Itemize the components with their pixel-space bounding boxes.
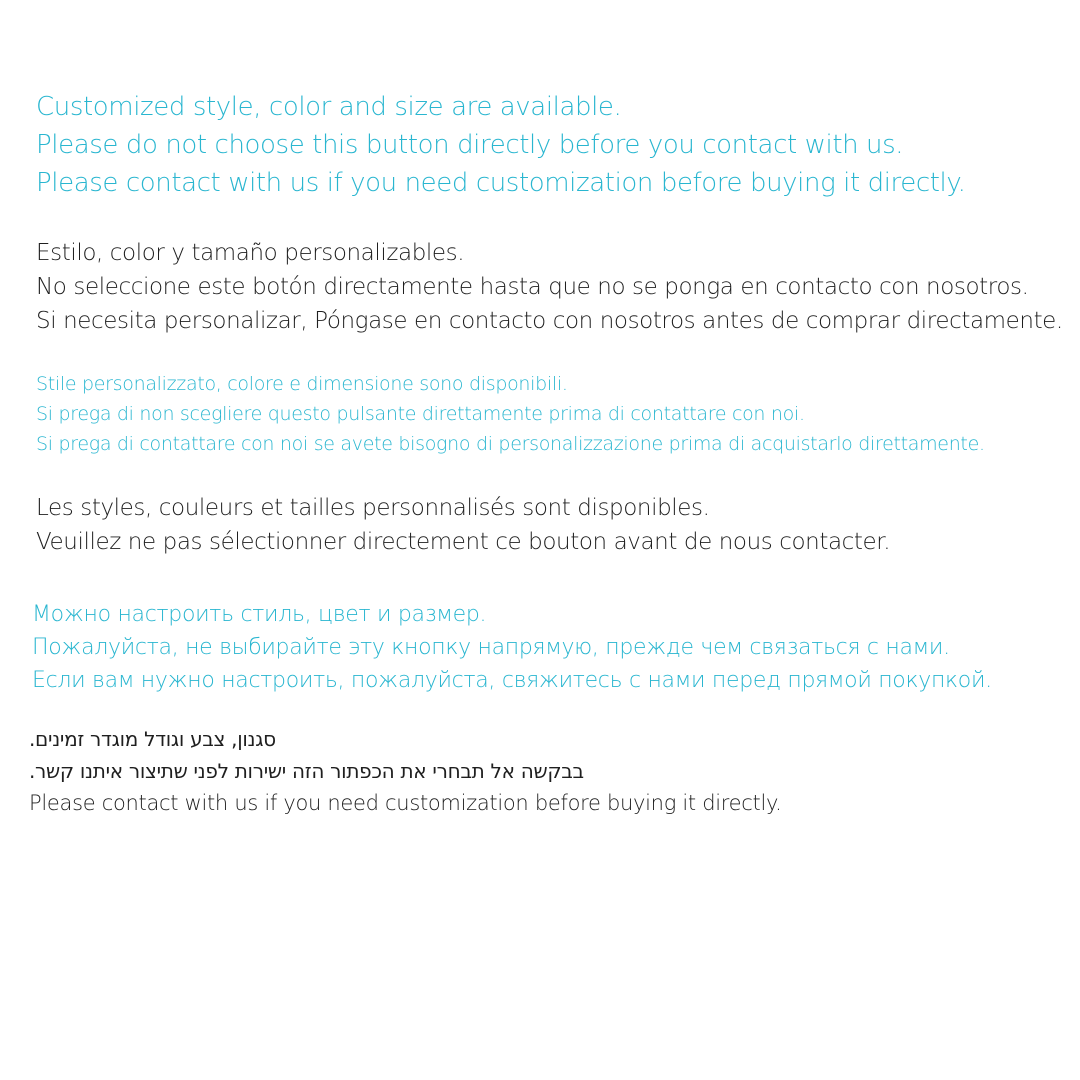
italian-line-2: Si prega di non scegliere questo pulsante direttamente prima di contattare con noi. bbox=[36, 403, 805, 425]
english-line-1: Customized style, color and size are available. bbox=[36, 92, 622, 122]
italian-line-3: Si prega di contattare con noi se avete bisogno di personalizzazione prima di acquistarlo direttamente. bbox=[36, 433, 985, 455]
spanish-notice bbox=[36, 236, 1080, 338]
russian-line-2: Пожалуйста, не выбирайте эту кнопку напрямую, прежде чем связаться с нами. bbox=[32, 635, 950, 660]
french-line-2: Veuillez ne pas sélectionner directement ce bouton avant de nous contacter. bbox=[36, 529, 891, 555]
french-line-1: Les styles, couleurs et tailles personnalisés sont disponibles. bbox=[36, 495, 710, 521]
hebrew-line-2: בבקשה אל תבחרי את הכפתור הזה ישירות לפני שתיצור איתנו קשר. bbox=[29, 759, 584, 783]
hebrew-block-english-line: Please contact with us if you need customization before buying it directly. bbox=[29, 791, 782, 815]
russian-notice bbox=[32, 598, 1080, 697]
hebrew-notice bbox=[29, 723, 1080, 819]
italian-notice bbox=[36, 369, 1080, 459]
english-line-3: Please contact with us if you need customization before buying it directly. bbox=[36, 168, 966, 198]
russian-line-1: Можно настроить стиль, цвет и размер. bbox=[32, 602, 487, 627]
french-notice bbox=[36, 491, 1080, 559]
spanish-line-1: Estilo, color y tamaño personalizables. bbox=[36, 240, 465, 266]
spanish-line-2: No seleccione este botón directamente hasta que no se ponga en contacto con nosotros. bbox=[36, 274, 1029, 300]
hebrew-line-1: סגנון, צבע וגודל מוגדר זמינים. bbox=[29, 727, 276, 751]
russian-line-3: Если вам нужно настроить, пожалуйста, свяжитесь с нами перед прямой покупкой. bbox=[32, 668, 992, 693]
english-line-2: Please do not choose this button directly before you contact with us. bbox=[36, 130, 904, 160]
english-notice bbox=[36, 88, 1080, 202]
italian-line-1: Stile personalizzato, colore e dimensione sono disponibili. bbox=[36, 373, 568, 395]
spanish-line-3: Si necesita personalizar, Póngase en contacto con nosotros antes de comprar directamente. bbox=[36, 308, 1063, 334]
